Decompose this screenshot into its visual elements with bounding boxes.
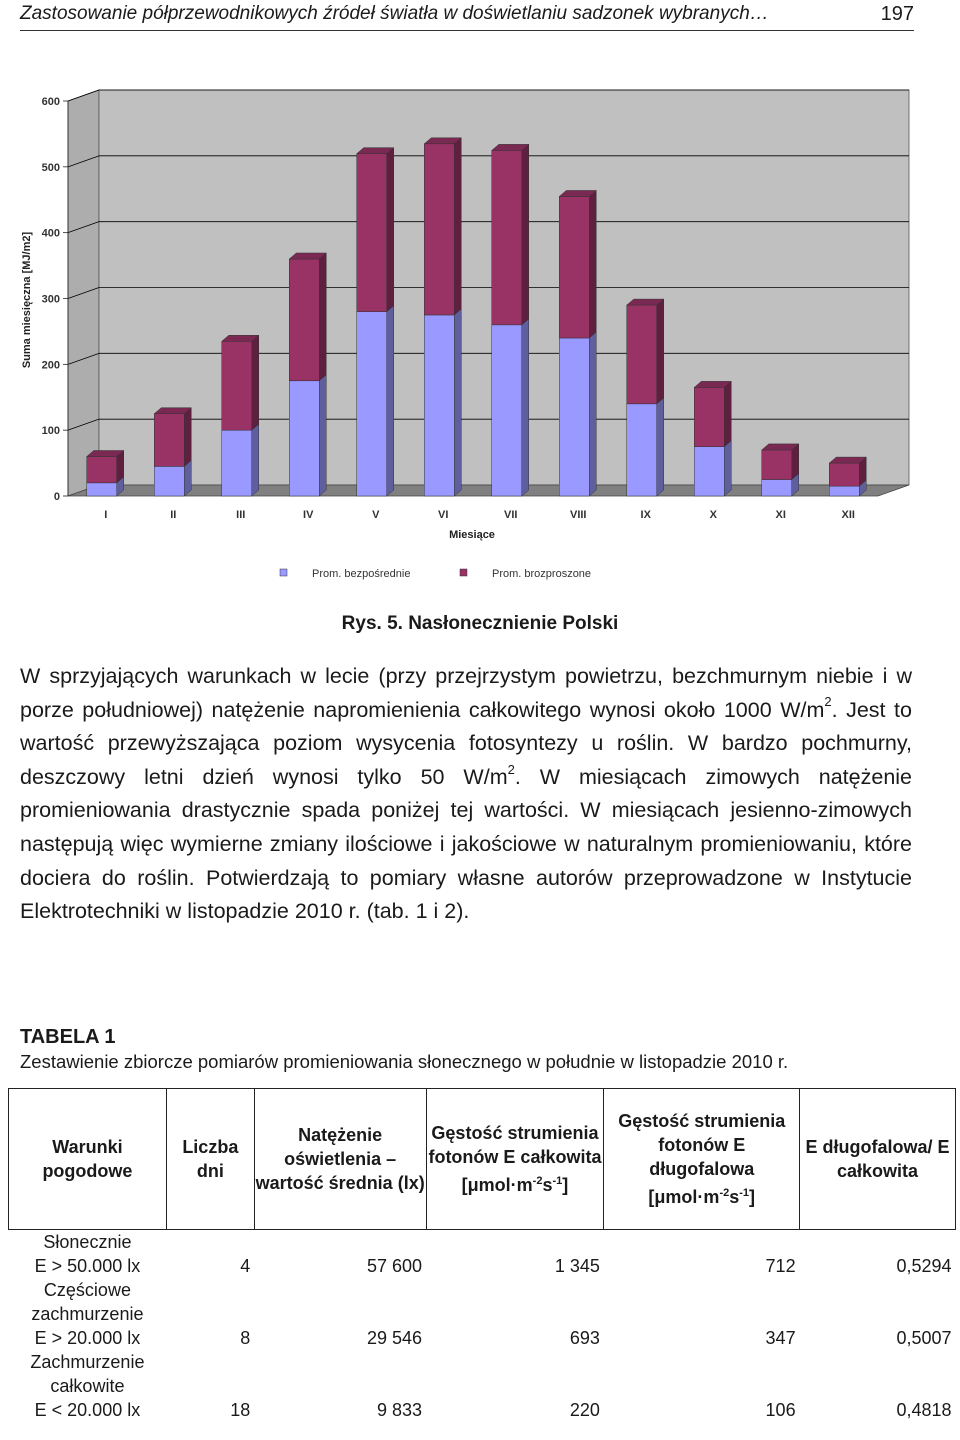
weather-line: całkowite	[50, 1376, 125, 1396]
header-weather: Warunki pogodowe	[9, 1089, 167, 1230]
superscript-2: 2	[507, 761, 515, 777]
weather-cell	[9, 1230, 167, 1279]
x-tick-label: XII	[841, 509, 855, 521]
bar-direct	[154, 466, 184, 496]
bar-side-direct	[522, 319, 529, 496]
e-long-cell: 712	[765, 1256, 796, 1276]
bar-side-direct	[252, 424, 259, 496]
bar-side-direct	[657, 398, 664, 496]
y-tick-label: 400	[41, 227, 60, 240]
ratio-cell: 0,4818	[896, 1400, 952, 1420]
header-e-long-text: Gęstość strumienia fotonów E długofalowa	[618, 1111, 786, 1179]
weather-line: Słonecznie	[43, 1232, 132, 1252]
unit-exponent-1: -2	[532, 1175, 543, 1187]
table-row	[9, 1230, 956, 1279]
header-e-long	[604, 1089, 800, 1230]
illuminance-cell: 9 833	[377, 1400, 423, 1420]
weather-line: zachmurzenie	[31, 1304, 144, 1324]
paragraph-text-1: W sprzyjających warunkach w lecie (przy przejrzystym powietrzu, bezchmurnym niebie i w porze południowej) natężenie napromienienia całkowitego wynosi około 1000 W/m	[20, 664, 912, 722]
e-long-cell: 347	[765, 1328, 796, 1348]
ratio-cell: 0,5294	[896, 1256, 952, 1276]
bar-diffuse	[694, 387, 724, 446]
legend-label-direct: Prom. bezpośrednie	[312, 568, 411, 580]
x-tick-label: II	[170, 509, 177, 521]
illuminance-cell: 29 546	[367, 1328, 423, 1348]
table-row	[9, 1350, 956, 1422]
header-days: Liczba dni	[166, 1089, 254, 1230]
bar-side-diffuse	[387, 148, 394, 312]
page-number: 197	[880, 3, 914, 25]
days-cell: 8	[240, 1328, 251, 1348]
x-axis-ticks	[104, 509, 855, 521]
unit-exponent-2: -1	[739, 1187, 750, 1199]
header-e-total-text: Gęstość strumienia fotonów E całkowita	[428, 1123, 602, 1167]
measurement-table	[8, 1088, 956, 1422]
running-title: Zastosowanie półprzewodnikowych źródeł światła w doświetlaniu sadzonek wybranych…	[20, 3, 769, 24]
bar-diffuse	[154, 414, 184, 467]
header-e-total	[426, 1089, 604, 1230]
bar-side-diffuse	[589, 190, 596, 338]
unit-prefix: [μmol·m	[648, 1187, 720, 1207]
unit-suffix: ]	[749, 1187, 756, 1207]
bar-diffuse	[357, 154, 387, 312]
chart-plot-area	[68, 90, 909, 496]
bar-side-diffuse	[522, 144, 529, 324]
body-paragraph	[20, 660, 912, 929]
y-tick-label: 500	[41, 161, 60, 174]
x-tick-label: V	[372, 509, 380, 521]
y-tick-label: 100	[41, 425, 60, 438]
y-axis-ticks	[42, 96, 68, 503]
bar-direct	[492, 325, 522, 496]
bar-direct	[829, 486, 859, 496]
x-tick-label: VII	[504, 509, 518, 521]
days-cell: 4	[240, 1256, 251, 1276]
e-total-cell: 220	[569, 1400, 600, 1420]
x-tick-label: III	[236, 509, 246, 521]
bar-direct	[424, 315, 454, 496]
table-header-row	[9, 1089, 956, 1230]
bar-side-diffuse	[657, 299, 664, 404]
x-tick-label: X	[709, 509, 717, 521]
paragraph-text-3: . W miesiącach zimowych natężenie promieniowania drastycznie spada poniżej tej wartości. W miesiącach jesienno-zimowych następują więc wymierne zmiany ilościowe i jakościowe w naturalnym promieniowaniu, które dociera do roślin. Potwierdzają to pomiary własne autorów przeprowadzone w Instytucie Elektrotechniki w listopadzie 2010 r. (tab. 1 i 2).	[20, 764, 913, 924]
bar-side-diffuse	[252, 335, 259, 430]
unit-mid: s	[542, 1175, 553, 1195]
x-tick-label: IX	[640, 509, 651, 521]
unit-mid: s	[729, 1187, 740, 1207]
unit-prefix: [μmol·m	[461, 1175, 533, 1195]
bar-side-diffuse	[319, 253, 326, 381]
paragraph-text-2: . Jest to wartość przewyższająca poziom wysycenia fotosyntezy u roślin. W bardzo pochmurny, deszczowy letni dzień wynosi tylko 50 W/m	[20, 697, 912, 789]
bar-side-direct	[724, 441, 731, 496]
unit-suffix: ]	[562, 1175, 569, 1195]
weather-cell	[9, 1278, 167, 1350]
running-header	[20, 0, 914, 31]
bar-diffuse	[222, 341, 252, 430]
bar-side-direct	[454, 309, 461, 496]
bar-side-direct	[319, 375, 326, 496]
bar-diffuse	[627, 305, 657, 404]
table-title: TABELA 1	[20, 1026, 116, 1048]
e-long-cell: 106	[765, 1400, 796, 1420]
e-total-cell: 693	[569, 1328, 600, 1348]
bar-direct	[87, 483, 117, 496]
table-subtitle: Zestawienie zbiorcze pomiarów promieniowania słonecznego w południe w listopadzie 2010 r.	[20, 1051, 789, 1072]
chart-legend	[280, 568, 591, 580]
weather-line: Częściowe	[43, 1280, 131, 1300]
insolation-chart	[0, 78, 960, 593]
bar-diffuse	[762, 450, 792, 480]
weather-line: E < 20.000 lx	[34, 1400, 141, 1420]
unit-exponent-2: -1	[552, 1175, 563, 1187]
bar-direct	[289, 381, 319, 496]
figure-caption: Rys. 5. Nasłonecznienie Polski	[341, 613, 619, 634]
legend-label-diffuse: Prom. brozproszone	[492, 568, 592, 580]
x-tick-label: IV	[303, 509, 314, 521]
weather-cell	[9, 1350, 167, 1422]
header-ratio: E długofalowa/ E całkowita	[800, 1089, 956, 1230]
bar-side-diffuse	[184, 408, 191, 467]
bar-side-direct	[387, 306, 394, 496]
y-tick-label: 600	[41, 96, 60, 108]
x-tick-label: VI	[438, 509, 449, 521]
bar-direct	[762, 480, 792, 496]
e-total-cell: 1 345	[554, 1256, 600, 1276]
bar-diffuse	[87, 457, 117, 483]
bar-side-diffuse	[724, 381, 731, 446]
bar-diffuse	[289, 259, 319, 381]
bar-side-diffuse	[454, 138, 461, 315]
x-tick-label: VIII	[569, 509, 587, 521]
weather-line: E > 20.000 lx	[34, 1328, 141, 1348]
bar-diffuse	[829, 463, 859, 486]
bar-direct	[559, 338, 589, 496]
legend-swatch-direct	[280, 569, 287, 576]
table-row	[9, 1278, 956, 1350]
illuminance-cell: 57 600	[367, 1256, 423, 1276]
y-tick-label: 0	[53, 491, 60, 503]
y-tick-label: 300	[41, 293, 60, 306]
unit-exponent-1: -2	[719, 1187, 730, 1199]
x-axis-label: Miesiące	[449, 529, 495, 541]
y-tick-label: 200	[41, 359, 60, 372]
bar-direct	[627, 404, 657, 496]
weather-line: Zachmurzenie	[30, 1352, 145, 1372]
x-tick-label: I	[104, 509, 108, 521]
bar-diffuse	[559, 196, 589, 338]
superscript-1: 2	[824, 694, 832, 710]
bar-direct	[357, 312, 387, 496]
weather-line: E > 50.000 lx	[34, 1256, 141, 1276]
bar-diffuse	[492, 150, 522, 324]
bar-direct	[694, 447, 724, 496]
bar-side-direct	[589, 332, 596, 496]
header-illuminance: Natężenie oświetlenia – wartość średnia (lx)	[254, 1089, 426, 1230]
bar-direct	[222, 430, 252, 496]
legend-swatch-diffuse	[460, 569, 467, 576]
ratio-cell: 0,5007	[896, 1328, 952, 1348]
days-cell: 18	[230, 1400, 251, 1420]
x-tick-label: XI	[775, 509, 786, 521]
y-axis-label: Suma miesięczna [MJ/m2]	[21, 231, 33, 369]
bar-diffuse	[424, 144, 454, 315]
